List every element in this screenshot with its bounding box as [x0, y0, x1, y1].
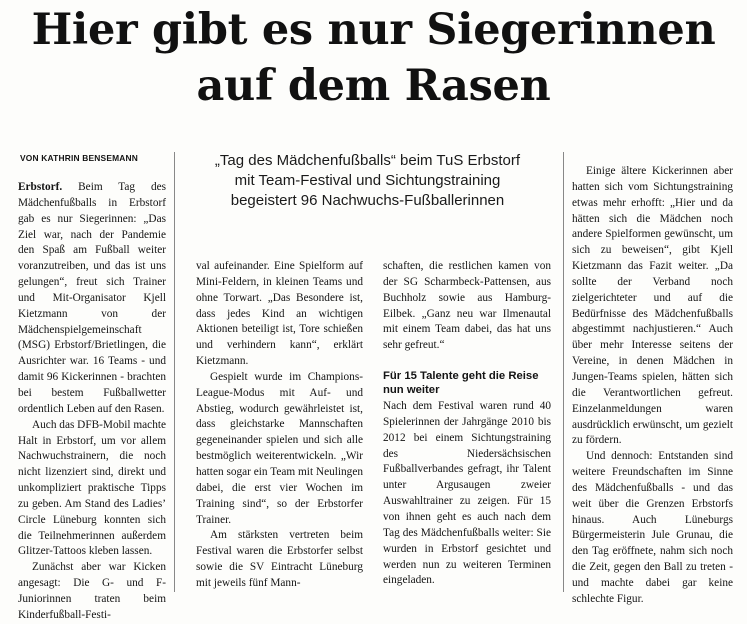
paragraph: val aufeinander. Eine Spielform auf Mini-Feldern, in kleinen Teams und ohne Torwart. „Das Besondere ist, dass jedes Kind an wichtigen Aktionen beteiligt ist, Tore schießen und verhindern kann“, erklärt Kietzmann. [196, 260, 363, 368]
column-divider [563, 152, 564, 592]
headline [0, 2, 747, 114]
teaser-line-3: begeistert 96 Nachwuchs-Fußballerinnen [230, 192, 505, 209]
teaser-line-2: mit Team-Festival und Sichtungstraining [234, 172, 501, 189]
dateline: Erbstorf. [18, 181, 63, 193]
article-column-3 [383, 259, 551, 589]
paragraph: Einige ältere Kickerinnen aber hatten sich vom Sichtungstraining etwas mehr erhofft: „Hier und da hätten sich die Mädchen noch andere Spielformen gewünscht, um sich zu beweisen“, gibt Kjell Kietzmann das Fazit weiter. „Da sollte der Verband noch zielgerichteter und auf die Bedürfnisse des Mädchenfußballs abgestimmt nachjustieren.“ Auch über mehr Interesse seitens der Vereine, in denen Mädchen in Jungen-Teams spielen, hätten sich die Verantwortlichen gefreut. Einzelanmeldungen waren ausdrücklich erwünscht, um gezielt zu fördern. [572, 165, 733, 447]
paragraph: Und dennoch: Entstanden sind weitere Freundschaften im Sinne des Mädchenfußballs - und das weit über die Grenzen Erbstorfs hinaus. Auch Lüneburgs Bürgermeisterin Jule Grunau, die den Tag eröffnete, nahm sich noch die Zeit, gegen den Ball zu treten - und machte dabei gar keine schlechte Figur. [572, 450, 733, 605]
article-column-2 [196, 259, 363, 592]
paragraph: Nach dem Festival waren rund 40 Spielerinnen der Jahrgänge 2010 bis 2012 bei einem Sichtungstraining des Niedersächsischen Fußballverbandes gefragt, ihr Talent unter Argusaugen zweier Auswahltrainer zu zeigen. Für 15 von ihnen geht es auch nach dem Tag des Mädchenfußballs weiter: Sie wurden in Erbstorf gesichtet und werden nun zu weiteren Terminen eingeladen. [383, 400, 551, 587]
paragraph: Gespielt wurde im Champions-League-Modus mit Auf- und Abstieg, wodurch gewährleistet ist, dass gleichstarke Mannschaften gegeneinander spielen und sich alle bestmöglich weiterentwickeln. „Wir hatten sogar ein Team mit Neulingen dabei, die erst vier Wochen im Training sind“, so der Erbstorfer Trainer. [196, 370, 363, 526]
headline-line-1: Hier gibt es nur Siegerinnen [31, 5, 716, 55]
paragraph-text: Beim Tag des Mädchenfußballs in Erbstorf gab es nur Siegerinnen: „Das Ziel war, nach der Pandemie den Spaß am Fußball weiter voranzutreiben, und das ist uns gelungen“, freut sich Trainer und Mit-Organisator Kjell Kietzmann von der Mädchenspielgemeinschaft (MSG) Erbstorf/Brietlingen, die Ausrichter war. 16 Teams - und damit 96 Kickerinnen - brachten bei bestem Fußballwetter ordentlich Leben auf den Rasen. [18, 181, 166, 415]
headline-line-2: auf dem Rasen [196, 61, 551, 111]
teaser-line-1: „Tag des Mädchenfußballs“ beim TuS Erbstorf [214, 152, 521, 169]
paragraph: schaften, die restlichen kamen von der SG Scharmbeck-Pattensen, aus Buchholz sowie aus Hamburg-Eilbek. „Ganz neu war Ilmenautal mit einem Team dabei, das hat uns sehr gefreut.“ [383, 260, 551, 352]
paragraph: Am stärksten vertreten beim Festival waren die Erbstorfer selbst sowie die SV Eintracht Lüneburg mit jeweils fünf Mann- [196, 529, 363, 589]
paragraph: Auch das DFB-Mobil machte Halt in Erbstorf, um vor allem Nachwuchstrainern, die noch nicht lizenziert sind, direkt und unkompliziert praktische Tipps zu geben. Am Stand des Ladies’ Circle Lüneburg konnten sich die Teilnehmerinnen außerdem Glitzer-Tattoos kleben lassen. [18, 418, 166, 558]
subheading: Für 15 Talente geht die Reise nun weiter [383, 370, 539, 397]
article-column-4 [572, 164, 733, 608]
paragraph: Zunächst aber war Kicken angesagt: Die G- und F-Juniorinnen traten beim Kinderfußball-Festi- [18, 561, 166, 621]
paragraph [18, 180, 166, 418]
column-divider [174, 152, 175, 592]
byline: VON KATHRIN BENSEMANN [20, 153, 139, 163]
article-column-1 [18, 180, 166, 624]
teaser [180, 151, 555, 211]
